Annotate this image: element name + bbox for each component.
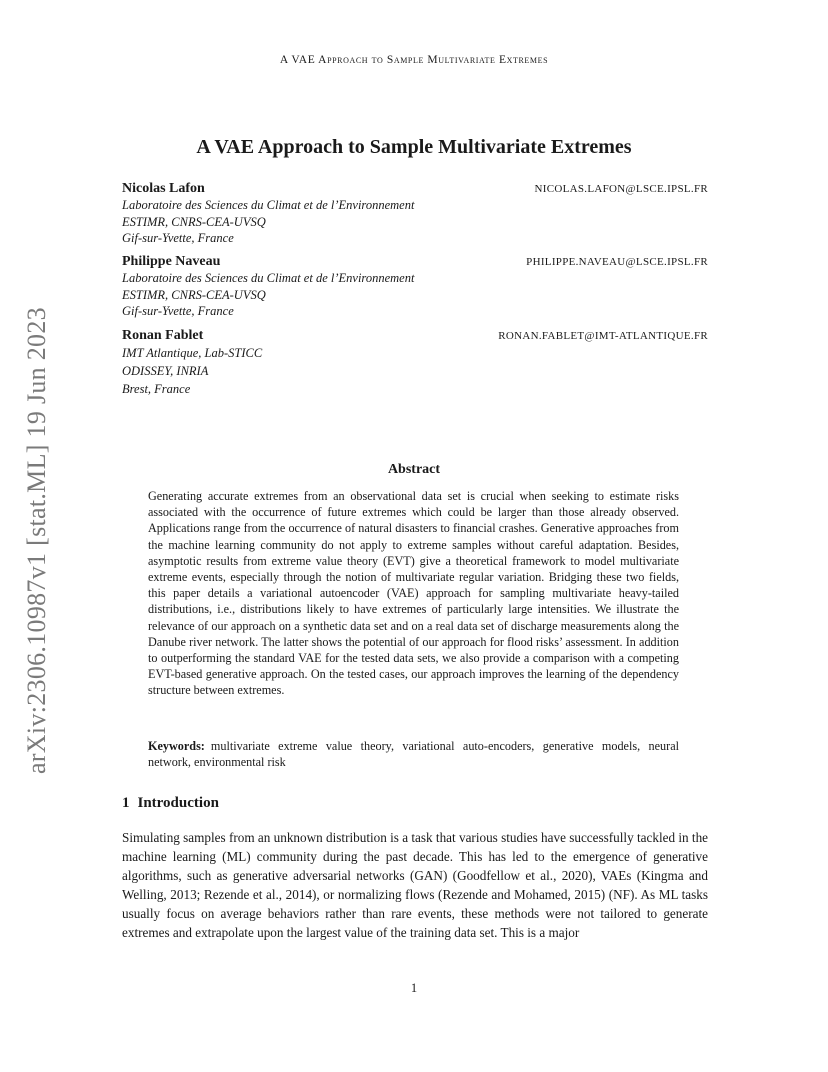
arxiv-stamp: arXiv:2306.10987v1 [stat.ML] 19 Jun 2023 <box>22 307 51 774</box>
author-affiliation-line: ODISSEY, INRIA <box>122 364 209 378</box>
author-affiliation-line: Laboratoire des Sciences du Climat et de l’Environnement <box>122 198 415 212</box>
section-body-text: Simulating samples from an unknown distribution is a task that various studies have successfully tackled in the machine learning (ML) community during the past decade. This has led to the emergence of generative algorithms, such as generative adversarial networks (GAN) (Goodfellow et al., 2020), VAEs (Kingma and Welling, 2013; Rezende et al., 2014), or normalizing flows (Rezende and Mohamed, 2015) (NF). As ML tasks usually focus on average behaviors rather than rare events, these methods were not tailored to generate extremes and extrapolate upon the largest value of the training data set. This is a major <box>122 830 709 940</box>
running-head: A VAE Approach to Sample Multivariate Extremes <box>279 54 549 66</box>
author-affiliation-line: ESTIMR, CNRS-CEA-UVSQ <box>122 287 266 302</box>
section-number: 1 <box>122 795 130 811</box>
author-block-3 <box>122 328 708 398</box>
section-heading <box>122 795 219 812</box>
author-block-1 <box>122 181 708 247</box>
keywords-label: Keywords: <box>148 739 205 753</box>
keywords-text: multivariate extreme value theory, variational auto-encoders, generative models, neural network, environmental risk <box>148 739 679 770</box>
keywords <box>148 738 679 770</box>
paper-title: A VAE Approach to Sample Multivariate Extremes <box>196 136 632 158</box>
author-name: Ronan Fablet <box>122 328 204 343</box>
abstract-heading: Abstract <box>387 462 441 477</box>
author-email: NICOLAS.LAFON@LSCE.IPSL.FR <box>534 183 708 195</box>
author-block-2 <box>122 254 708 320</box>
author-affiliation-line: Laboratoire des Sciences du Climat et de l’Environnement <box>122 271 415 285</box>
author-affiliation-line: Gif-sur-Yvette, France <box>122 231 234 245</box>
author-affiliation-line: ESTIMR, CNRS-CEA-UVSQ <box>122 214 266 229</box>
author-name: Nicolas Lafon <box>122 181 205 196</box>
section-title: Introduction <box>137 795 219 811</box>
author-affiliation-line: Gif-sur-Yvette, France <box>122 304 234 318</box>
abstract-text: Generating accurate extremes from an observational data set is crucial when seeking to estimate risks associated with the occurrence of future extremes which could be larger than those already observed. Applications range from the occurrence of natural disasters to financial crashes. Generative approaches from the machine learning community do not apply to extreme samples without careful adaptation. Besides, asymptotic results from extreme value theory (EVT) give a theoretical framework to model multivariate extreme events, especially through the notion of multivariate regular variation. Bridging these two fields, this paper details a variational autoencoder (VAE) approach for sampling multivariate heavy-tailed distributions, i.e., distributions likely to have extremes of particularly large intensities. We illustrate the relevance of our approach on a synthetic data set and on a real data set of discharge measurements along the Danube river network. The latter shows the potential of our approach for flood risks’ assessment. In addition to outperforming the standard VAE for the tested data sets, we also provide a comparison with a competing EVT-based generative approach. On the tested cases, our approach improves the learning of the dependency structure between extremes. <box>148 489 679 698</box>
author-affiliation-line: IMT Atlantique, Lab-STICC <box>122 346 263 360</box>
page-number: 1 <box>410 981 418 995</box>
author-affiliation-line: Brest, France <box>122 382 191 396</box>
author-email: RONAN.FABLET@IMT-ATLANTIQUE.FR <box>498 330 708 342</box>
author-name: Philippe Naveau <box>122 254 221 269</box>
author-email: PHILIPPE.NAVEAU@LSCE.IPSL.FR <box>526 256 708 268</box>
